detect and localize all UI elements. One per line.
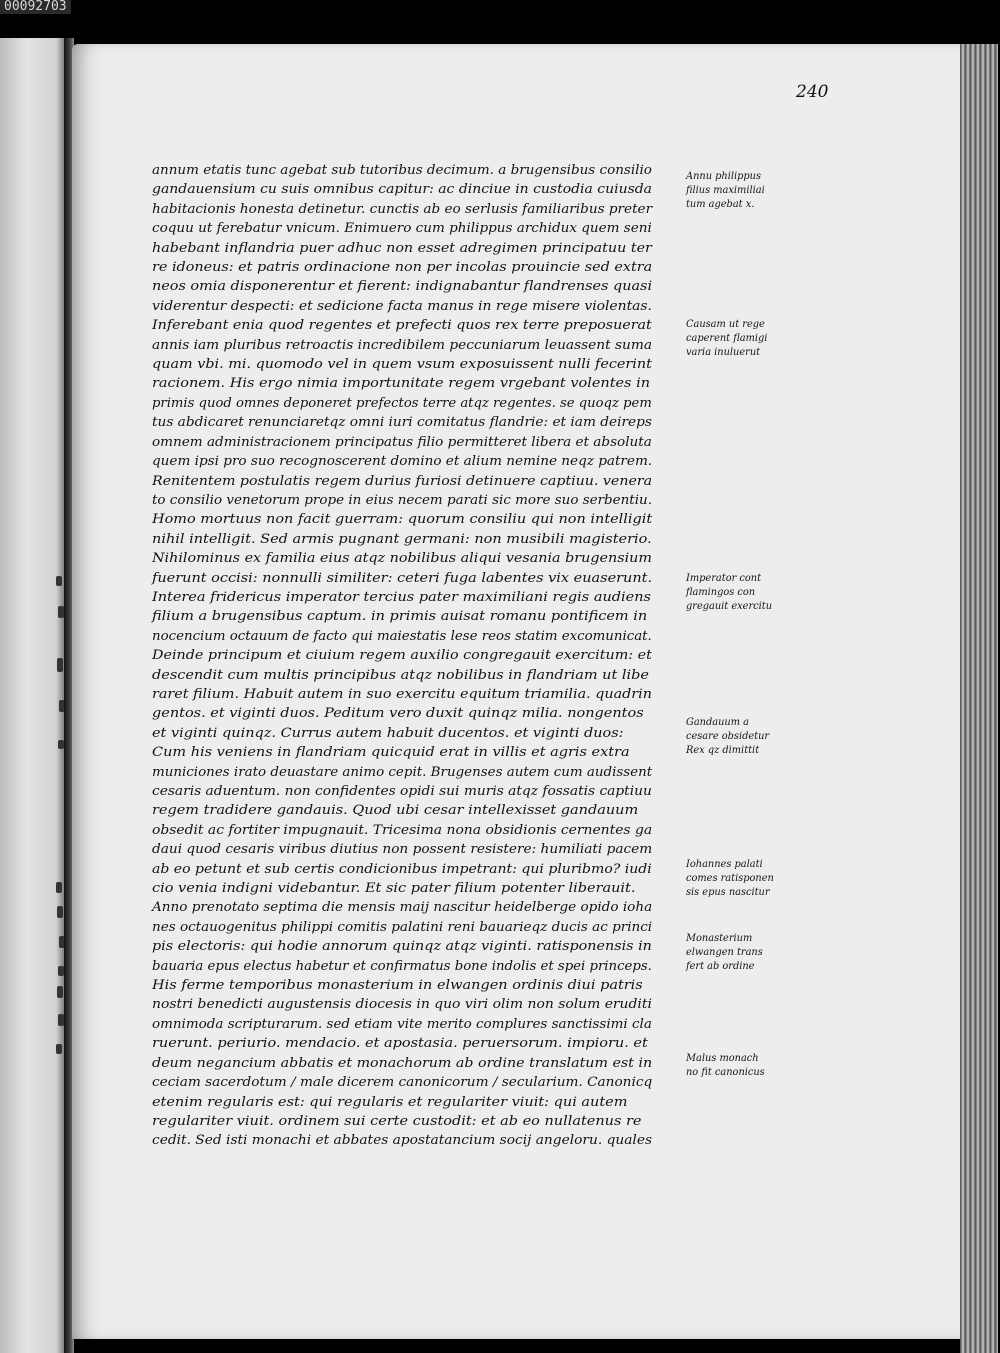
text-line: pis electoris: qui hodie annorum quinqz atqz viginti. ratisponensis in (152, 939, 652, 955)
text-line: Homo mortuus non facit guerram: quorum consiliu qui non intelligit (152, 512, 653, 528)
text-line: Anno prenotato septima die mensis maij nascitur heidelberge opido ioha (152, 900, 653, 916)
text-line: nostri benedicti augustensis diocesis in quo viri olim non solum eruditi (152, 997, 652, 1013)
text-line: deum negancium abbatis et monachorum ab ordine translatum est in (152, 1055, 653, 1071)
page-stack-edge (960, 44, 998, 1353)
margin-note-line: fert ab ordine (686, 961, 755, 972)
text-line: cedit. Sed isti monachi et abbates apostatancium socij angeloru. quales (152, 1133, 653, 1149)
text-line: Inferebant enia quod regentes et prefecti quos rex terre preposuerat (152, 318, 652, 334)
text-line: neos omia disponerentur et fierent: indignabantur flandrenses quasi (152, 279, 653, 295)
text-line: daui quod cesaris viribus diutius non possent resistere: humiliati pacem (152, 842, 653, 858)
text-line: filium a brugensibus captum. in primis auisat romanu pontificem in (152, 609, 648, 625)
margin-note-line: tum agebat x. (686, 199, 755, 210)
margin-note-line: Iohannes palati (686, 859, 763, 870)
folio-number: 240 (796, 82, 829, 102)
margin-note-line: caperent flamigi (686, 333, 768, 344)
margin-note-line: Rex qz dimittit (686, 745, 760, 756)
text-line: nes octauogenitus philippi comitis palatini reni bauarieqz ducis ac princi (152, 919, 653, 935)
text-line: racionem. His ergo nimia importunitate regem vrgebant volentes in (152, 376, 651, 392)
margin-note-line: gregauit exercitu (686, 601, 773, 612)
text-line: cio venia indigni videbantur. Et sic pater filium potenter liberauit. (152, 881, 636, 897)
scan-id-label: 00092703 (0, 0, 71, 14)
margin-note-line: elwangen trans (686, 947, 763, 958)
margin-note (686, 318, 806, 360)
text-line: nocencium octauum de facto qui maiestatis lese reos statim excomunicat. (152, 628, 652, 644)
text-line: tus abdicaret renunciaretqz omni iuri comitatus flandrie: et iam deireps (152, 415, 652, 431)
margin-note-line: comes ratisponen (686, 873, 774, 884)
text-line: Interea fridericus imperator tercius pater maximiliani regis audiens (152, 589, 651, 605)
text-line: et viginti quinqz. Currus autem habuit ducentos. et viginti duos: (152, 725, 624, 741)
text-line: regem tradidere gandauis. Quod ubi cesar intellexisset gandauum (152, 803, 639, 819)
text-line: etenim regularis est: qui regularis et regulariter viuit: qui autem (152, 1094, 628, 1110)
text-line: gandauensium cu suis omnibus capitur: ac dinciue in custodia cuiusda (152, 182, 653, 198)
main-text-block (152, 161, 672, 1151)
text-line: primis quod omnes deponeret prefectos terre atqz regentes. se quoqz pem (152, 395, 652, 411)
margin-note-line: Causam ut rege (686, 319, 765, 330)
margin-note-line: sis epus nascitur (686, 887, 770, 898)
text-line: to consilio venetorum prope in eius necem parati sic more suo serbentiu. (152, 492, 652, 508)
margin-note-line: filius maximiliai (686, 185, 765, 196)
text-line: ceciam sacerdotum / male dicerem canonicorum / secularium. Canonicq (152, 1075, 653, 1091)
text-line: quam vbi. mi. quomodo vel in quem vsum exposuissent nulli fecerint (152, 357, 652, 373)
text-line: cesaris aduentum. non confidentes opidi sui muris atqz fossatis captiuu (152, 784, 652, 799)
margin-note-line: Annu philippus (686, 171, 761, 182)
text-line: ab eo petunt et sub certis condicionibus impetrant: qui pluribmo? iudi (152, 861, 652, 877)
margin-note-line: Malus monach (686, 1053, 759, 1064)
margin-note-line: flamingos con (686, 587, 756, 598)
text-line: ruerunt. periurio. mendacio. et apostasia. peruersorum. impioru. et (152, 1036, 648, 1052)
left-page-edge (0, 38, 66, 1353)
text-line: raret filium. Habuit autem in suo exercitu equitum triamilia. quadrin (152, 686, 652, 702)
margin-note (686, 858, 806, 900)
margin-note (686, 716, 806, 758)
text-line: annis iam pluribus retroactis incredibilem peccuniarum leuassent suma (152, 337, 653, 353)
text-line: habebant inflandria puer adhuc non esset adregimen principatuu ter (152, 240, 652, 256)
text-line: Renitentem postulatis regem durius furiosi detinuere captiuu. venera (152, 473, 653, 489)
text-line: nihil intelligit. Sed armis pugnant germani: non musibili magisterio. (152, 531, 652, 547)
margin-note (686, 170, 806, 212)
text-line: viderentur despecti: et sedicione facta manus in rege misere violentas. (152, 298, 652, 314)
text-line: omnimoda scripturarum. sed etiam vite merito complures sanctissimi cla (152, 1016, 652, 1032)
text-line: quem ipsi pro suo recognoscerent domino et alium nemine neqz patrem. (152, 454, 653, 470)
text-line: municiones irato deuastare animo cepit. Brugenses autem cum audissent (152, 764, 653, 780)
margin-note (686, 572, 806, 614)
text-line: fuerunt occisi: nonnulli similiter: ceteri fuga labentes vix euaserunt. (152, 570, 653, 586)
text-line: gentos. et viginti duos. Peditum vero duxit quinqz milia. nongentos (152, 706, 644, 722)
text-line: habitacionis honesta detinetur. cunctis ab eo serlusis familiaribus preter (152, 201, 653, 217)
text-line: omnem administracionem principatus filio permitteret libera et absoluta (152, 434, 652, 450)
text-line: bauaria epus electus habetur et confirmatus bone indolis et spei princeps. (152, 958, 652, 974)
text-line: annum etatis tunc agebat sub tutoribus decimum. a brugensibus consilio (152, 163, 652, 178)
text-line: Nihilominus ex familia eius atqz nobilibus aliqui vesania brugensium (152, 551, 652, 567)
margin-note-line: Monasterium (686, 933, 753, 944)
text-line: Cum his veniens in flandriam quicquid erat in villis et agris extra (152, 745, 630, 761)
text-line: obsedit ac fortiter impugnauit. Tricesima nona obsidionis cernentes ga (152, 822, 653, 838)
text-line: Deinde principum et ciuium regem auxilio congregauit exercitum: et (152, 648, 652, 664)
text-line: regulariter viuit. ordinem sui certe custodit: et ab eo nullatenus re (152, 1113, 642, 1129)
margin-note (686, 932, 806, 974)
margin-note-line: varia inuluerut (686, 347, 761, 358)
margin-note-line: cesare obsidetur (686, 731, 770, 742)
text-line: His ferme temporibus monasterium in elwangen ordinis diui patris (152, 978, 643, 994)
text-line: coquu ut ferebatur vnicum. Enimuero cum philippus archidux quem seni (152, 221, 652, 237)
text-line: re idoneus: et patris ordinacione non per incolas prouincie sed extra (152, 260, 653, 276)
margin-note (686, 1052, 806, 1080)
margin-note-line: no fit canonicus (686, 1067, 765, 1078)
margin-note-line: Imperator cont (686, 573, 762, 584)
text-line: descendit cum multis principibus atqz nobilibus in flandriam ut libe (152, 667, 649, 683)
margin-note-line: Gandauum a (686, 717, 749, 728)
